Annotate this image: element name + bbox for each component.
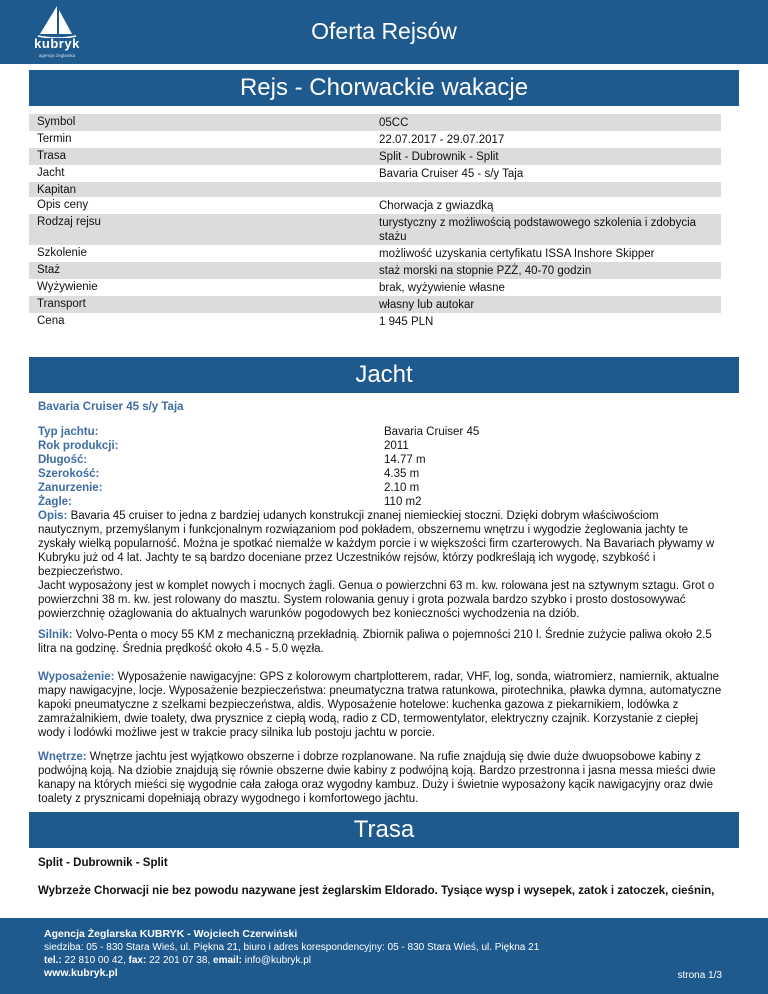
route-text: Wybrzeże Chorwacji nie bez powodu nazywane jest żeglarskim Eldorado. Tysiące wysp i wysepek, zatok i zatoczek, cieśnin, xyxy=(38,885,715,897)
row-label: Symbol xyxy=(37,116,76,128)
row-value: brak, wyżywienie własne xyxy=(379,282,505,294)
spec-label: Rok produkcji: xyxy=(38,440,119,452)
row-value: staż morski na stopnie PZŻ, 40-70 godzin xyxy=(379,265,592,277)
section-heading-yacht: Jacht xyxy=(29,357,739,393)
footer-company: Agencja Żeglarska KUBRYK - Wojciech Czerwiński xyxy=(44,928,298,940)
table-row xyxy=(29,279,721,296)
row-value: Bavaria Cruiser 45 - s/y Taja xyxy=(379,168,524,180)
table-row xyxy=(29,197,721,214)
interior-text: Wnętrze jachtu jest wyjątkowo obszerne i dobrze rozplanowane. Na rufie znajdują się dwie duże dwuopsobowe kabiny z podwójną koją. Na dziobie znajdują się równie obszerne dwie kabiny z podwójną koją. Bardzo przestronna i jasna messa mieści dwie kanapy na których mieści się wygodnie cała załoga oraz wygodny kambuz. Duży i świetnie wyposażony kącik nawigacyjny oraz dwie toalety z prysznicami dopełniają obrazy wygodnego i komfortowego jachtu. xyxy=(38,751,716,805)
logo-text: kubryk xyxy=(34,36,80,51)
spec-row xyxy=(38,467,722,481)
row-label: Jacht xyxy=(37,167,65,179)
spec-row xyxy=(38,425,722,439)
spec-value: 14.77 m xyxy=(384,454,426,466)
description-text: Bavaria 45 cruiser to jedna z bardziej udanych konstrukcji znanej niemieckiej stoczni. Dzięki dobrym właściwościom nautycznym, przemyślanym i funkcjonalnym rozwiązaniom pod pokładem, obszernemu wnętrzu i wygodzie żeglowania jachty te zyskały wielką popularność. Można je spotkać niemalże w każdym porcie i w większości firm czarterowych. Na Bavariach pływamy w Kubryku już od 4 lat. Jachty te są bardzo doceniane przez Uczestników rejsów, którzy podkreślają ich wygodę, szybkość i bezpieczeństwo. xyxy=(38,510,715,578)
spec-label: Długość: xyxy=(38,454,88,466)
equipment-text: Wyposażenie nawigacyjne: GPS z kolorowym chartplotterem, radar, VHF, log, sonda, wiatromierz, namiernik, aktualne mapy nawigacyjne, locje. Wyposażenie bezpieczeństwa: pneumatyczna tratwa ratunkowa, pirotechnika, pławka dymna, automatyczne kapoki pneumatyczne z szelkami bezpieczeństwa, aldis. Wyposażenie hotelowe: kuchenka gazowa z piekarnikiem, lodówka z zamrażalnikiem, dwie toalety, dwa prysznice z ciepłą wodą, radio z CD, termowentylator, elektryczny czajnik. Korzystanie z ciepłej wody i lodówki możliwe jest w trakcie pracy silnika lub postoju jachtu w porcie. xyxy=(38,671,722,739)
page-number: strona 1/3 xyxy=(677,970,722,981)
row-label: Staż xyxy=(37,264,61,276)
footer-address: siedziba: 05 - 830 Stara Wieś, ul. Piękna 21, biuro i adres korespondencyjny: 05 - 830 Stara Wieś, ul. Piękna 21 xyxy=(44,942,540,953)
footer-phones xyxy=(44,954,539,967)
section-heading-trip: Rejs - Chorwackie wakacje xyxy=(29,70,739,106)
row-value: własny lub autokar xyxy=(379,299,475,311)
table-row xyxy=(29,148,721,165)
website-link[interactable]: www.kubryk.pl xyxy=(44,967,118,979)
engine-text: Volvo-Penta o mocy 55 KM z mechaniczną przekładnią. Zbiornik paliwa o pojemności 210 l. Średnie zużycie paliwa około 2.5 litra na godzinę. Średnia prędkość około 4.5 - 5.0 węzła. xyxy=(38,629,712,655)
spec-label: Zanurzenie: xyxy=(38,482,103,494)
row-value: Split - Dubrownik - Split xyxy=(379,151,499,163)
spec-row xyxy=(38,495,722,509)
spec-value: 4.35 m xyxy=(384,468,420,480)
row-label: Trasa xyxy=(37,150,66,162)
table-row xyxy=(29,165,721,182)
spec-row xyxy=(38,481,722,495)
table-row xyxy=(29,313,721,330)
spec-label: Żagle: xyxy=(38,496,72,508)
page-footer xyxy=(0,918,768,994)
table-row xyxy=(29,245,721,262)
table-row xyxy=(29,131,721,148)
row-label: Kapitan xyxy=(37,184,77,196)
row-label: Wyżywienie xyxy=(37,281,98,293)
row-value: możliwość uzyskania certyfikatu ISSA Inshore Skipper xyxy=(379,248,655,260)
spec-value: 2.10 m xyxy=(384,482,420,494)
row-label: Szkolenie xyxy=(37,247,87,259)
page-title: Oferta Rejsów xyxy=(311,18,457,44)
trip-info-table xyxy=(29,114,721,330)
email-label: email: xyxy=(213,955,242,966)
tel-value: 22 810 00 42, xyxy=(61,955,129,966)
fax-label: fax: xyxy=(128,955,147,966)
route-title: Split - Dubrownik - Split xyxy=(38,857,168,869)
yacht-name xyxy=(38,400,722,414)
row-label: Cena xyxy=(37,315,65,327)
interior-label: Wnętrze: xyxy=(38,751,87,763)
fax-value: 22 201 07 38, xyxy=(146,955,214,966)
tel-label: tel.: xyxy=(44,955,62,966)
row-value: turystyczny z możliwością podstawowego szkolenia i zdobycia stażu xyxy=(379,217,697,243)
equipment-label: Wyposażenie: xyxy=(38,671,115,683)
table-row xyxy=(29,214,721,245)
logo-subtitle: agencja żeglarska xyxy=(38,53,76,58)
spec-value: Bavaria Cruiser 45 xyxy=(384,426,480,438)
description-label: Opis: xyxy=(38,510,68,522)
row-value: 05CC xyxy=(379,117,409,129)
row-value: 1 945 PLN xyxy=(379,316,434,328)
spec-row xyxy=(38,453,722,467)
table-row xyxy=(29,182,721,197)
spec-value: 110 m2 xyxy=(384,496,422,508)
yacht-equipment xyxy=(38,670,722,740)
yacht-description xyxy=(38,509,722,579)
yacht-interior xyxy=(38,750,722,806)
table-row xyxy=(29,114,721,131)
engine-label: Silnik: xyxy=(38,629,73,641)
row-label: Rodzaj rejsu xyxy=(37,216,101,228)
yacht-name-text: Bavaria Cruiser 45 s/y Taja xyxy=(38,401,184,413)
spec-value: 2011 xyxy=(384,440,409,452)
section-heading-route: Trasa xyxy=(29,812,739,848)
table-row xyxy=(29,296,721,313)
row-label: Termin xyxy=(37,133,72,145)
page-header xyxy=(0,0,768,64)
yacht-description-sails: Jacht wyposażony jest w komplet nowych i mocnych żagli. Genua o powierzchni 63 m. kw. rolowana jest na sztywnym sztagu. Grot o powierzchni 38 m. kw. jest rolowany do masztu. System rolowania genuy i grota pozwala bardzo szybko i prosto dostosowywać powierzchnię ożaglowania do aktualnych warunków pogodowych bez konieczności wychodzenia na dziób. xyxy=(38,580,715,620)
row-value: Chorwacja z gwiazdką xyxy=(379,200,494,212)
yacht-specs xyxy=(38,425,722,621)
row-value: 22.07.2017 - 29.07.2017 xyxy=(379,134,505,146)
spec-label: Szerokość: xyxy=(38,468,100,480)
yacht-engine xyxy=(38,628,722,656)
email-link[interactable]: info@kubryk.pl xyxy=(241,955,312,966)
footer-contact xyxy=(44,928,539,980)
spec-row xyxy=(38,439,722,453)
table-row xyxy=(29,262,721,279)
spec-label: Typ jachtu: xyxy=(38,426,99,438)
row-label: Opis ceny xyxy=(37,199,89,211)
row-label: Transport xyxy=(37,298,86,310)
